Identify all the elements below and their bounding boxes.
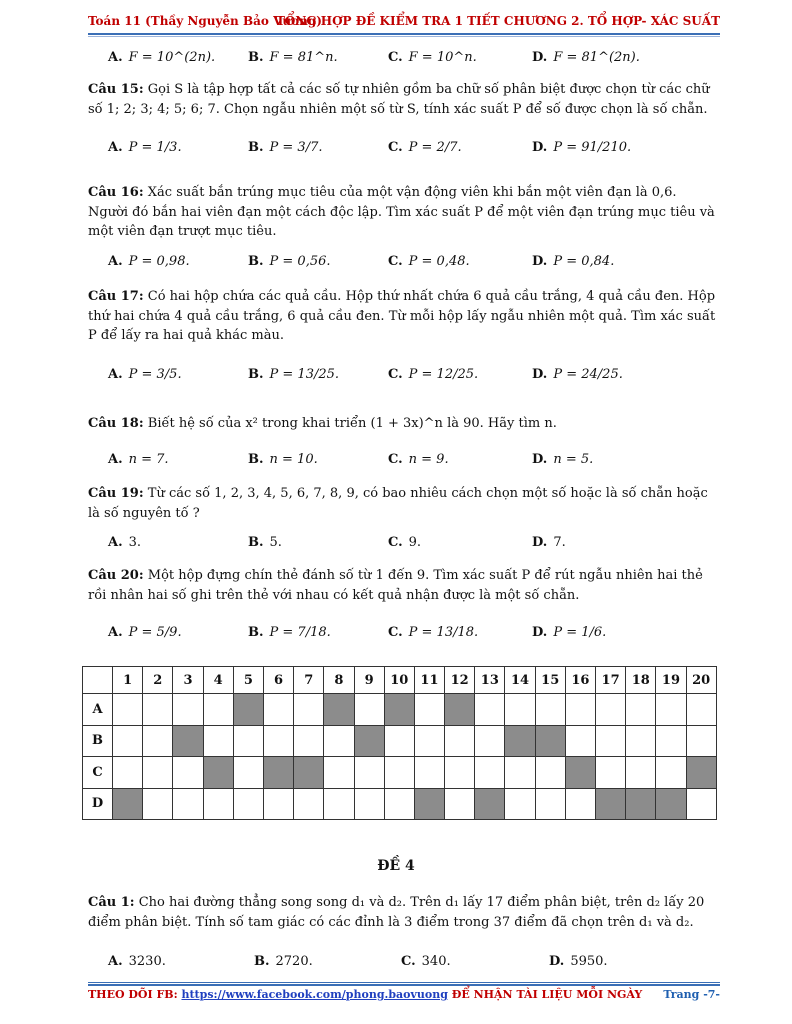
question-20: Câu 20: Một hộp đựng chín thẻ đánh số từ 1 đến 9. Tìm xác suất P để rút ngẫu nhiên hai thẻ rồi nhân hai số ghi trên thẻ với nhau có kết quả nhận được là một số chẵn. bbox=[88, 568, 703, 603]
answer-cell bbox=[656, 757, 686, 789]
option-a: A. P = 3/5. bbox=[108, 367, 182, 382]
answer-cell-filled bbox=[505, 725, 535, 757]
answer-cell bbox=[414, 725, 444, 757]
answer-cell bbox=[505, 757, 535, 789]
option-d: D. 7. bbox=[532, 535, 566, 550]
answer-cell-filled bbox=[626, 788, 656, 820]
option-a: A. P = 0,98. bbox=[108, 254, 190, 269]
answer-cell bbox=[354, 694, 384, 726]
column-number: 14 bbox=[505, 667, 535, 694]
de4-q1-options bbox=[108, 954, 708, 974]
column-number: 8 bbox=[324, 667, 354, 694]
answer-cell bbox=[203, 788, 233, 820]
answer-cell bbox=[565, 694, 595, 726]
answer-cell bbox=[626, 725, 656, 757]
answer-cell bbox=[505, 788, 535, 820]
option-b: B. F = 81^n. bbox=[248, 50, 338, 65]
column-number: 17 bbox=[596, 667, 626, 694]
option-c: C. P = 2/7. bbox=[388, 140, 462, 155]
answer-row-a bbox=[83, 694, 717, 726]
answer-cell bbox=[354, 757, 384, 789]
answer-cell bbox=[686, 725, 716, 757]
answer-cell bbox=[143, 788, 173, 820]
option-b: B. P = 13/25. bbox=[248, 367, 340, 382]
answer-cell bbox=[565, 725, 595, 757]
answer-cell bbox=[445, 788, 475, 820]
answer-cell bbox=[475, 694, 505, 726]
answer-cell bbox=[505, 694, 535, 726]
answer-cell bbox=[414, 757, 444, 789]
answer-cell-filled bbox=[294, 757, 324, 789]
column-number: 12 bbox=[445, 667, 475, 694]
q18-options bbox=[108, 452, 708, 472]
option-d: D. P = 1/6. bbox=[532, 625, 607, 640]
answer-cell-filled bbox=[113, 788, 143, 820]
answer-cell bbox=[626, 757, 656, 789]
option-d: D. n = 5. bbox=[532, 452, 594, 467]
answer-cell-filled bbox=[565, 757, 595, 789]
answer-cell-filled bbox=[596, 788, 626, 820]
answer-cell-filled bbox=[324, 694, 354, 726]
answer-cell-filled bbox=[535, 725, 565, 757]
answer-cell bbox=[263, 725, 293, 757]
answer-cell bbox=[686, 788, 716, 820]
answer-cell-filled bbox=[384, 694, 414, 726]
q14-options bbox=[108, 50, 708, 70]
column-number: 15 bbox=[535, 667, 565, 694]
page-footer bbox=[88, 988, 720, 1001]
option-c: C. P = 0,48. bbox=[388, 254, 470, 269]
answer-cell bbox=[354, 788, 384, 820]
answer-cell bbox=[596, 694, 626, 726]
answer-cell bbox=[143, 694, 173, 726]
column-number: 1 bbox=[113, 667, 143, 694]
row-label: D bbox=[83, 788, 113, 820]
option-c: C. 9. bbox=[388, 535, 422, 550]
header-right: TỔNG HỢP ĐỀ KIỂM TRA 1 TIẾT CHƯƠNG 2. TỔ HỢP- XÁC SUẤT bbox=[275, 14, 720, 28]
option-c: C. 340. bbox=[401, 954, 451, 969]
header-rule-thin bbox=[88, 36, 720, 37]
answer-cell bbox=[233, 757, 263, 789]
answer-cell-filled bbox=[445, 694, 475, 726]
answer-cell bbox=[173, 694, 203, 726]
option-b: B. P = 7/18. bbox=[248, 625, 331, 640]
answer-row-d bbox=[83, 788, 717, 820]
option-a: A. P = 1/3. bbox=[108, 140, 182, 155]
column-number: 9 bbox=[354, 667, 384, 694]
option-d: D. P = 0,84. bbox=[532, 254, 615, 269]
answer-cell bbox=[263, 694, 293, 726]
answer-cell bbox=[475, 725, 505, 757]
option-a: A. F = 10^(2n). bbox=[108, 50, 216, 65]
answer-cell bbox=[475, 757, 505, 789]
answer-cell bbox=[445, 725, 475, 757]
question-17: Câu 17: Có hai hộp chứa các quả cầu. Hộp thứ nhất chứa 6 quả cầu trắng, 4 quả cầu đen. Hộp thứ hai chứa 4 quả cầu trắng, 6 quả cầu đen. Từ mỗi hộp lấy ngẫu nhiên một quả. Tìm xác suất P để lấy ra hai quả khác màu. bbox=[88, 289, 716, 343]
column-number: 7 bbox=[294, 667, 324, 694]
answer-cell bbox=[113, 725, 143, 757]
footer-suffix: ĐỂ NHẬN TÀI LIỆU MỖI NGÀY bbox=[447, 988, 643, 1001]
row-label: B bbox=[83, 725, 113, 757]
answer-cell bbox=[535, 694, 565, 726]
answer-cell-filled bbox=[203, 757, 233, 789]
option-d: D. P = 24/25. bbox=[532, 367, 623, 382]
column-number: 10 bbox=[384, 667, 414, 694]
option-b: B. P = 3/7. bbox=[248, 140, 323, 155]
column-number: 5 bbox=[233, 667, 263, 694]
q16-options bbox=[108, 254, 708, 274]
row-label: C bbox=[83, 757, 113, 789]
answer-cell bbox=[656, 694, 686, 726]
answer-cell bbox=[294, 725, 324, 757]
column-number: 18 bbox=[626, 667, 656, 694]
answer-table bbox=[82, 666, 717, 820]
option-c: C. P = 13/18. bbox=[388, 625, 479, 640]
q20-options bbox=[108, 625, 708, 645]
question-16: Câu 16: Xác suất bắn trúng mục tiêu của một vận động viên khi bắn một viên đạn là 0,6. Người đó bắn hai viên đạn một cách độc lập. Tìm xác suất P để một viên đạn trúng mục tiêu và một viên đạn trượt mục tiêu. bbox=[88, 185, 715, 239]
header-rule bbox=[88, 33, 720, 35]
answer-cell bbox=[294, 694, 324, 726]
answer-cell bbox=[203, 725, 233, 757]
q15-options bbox=[108, 140, 708, 160]
option-b: B. 5. bbox=[248, 535, 282, 550]
option-d: D. 5950. bbox=[549, 954, 608, 969]
answer-cell bbox=[203, 694, 233, 726]
option-a: A. P = 5/9. bbox=[108, 625, 182, 640]
option-a: A. n = 7. bbox=[108, 452, 169, 467]
section-title: ĐỀ 4 bbox=[377, 858, 415, 874]
page-header bbox=[88, 14, 720, 34]
answer-cell-filled bbox=[354, 725, 384, 757]
footer-rule-thick bbox=[88, 984, 720, 986]
option-a: A. 3. bbox=[108, 535, 142, 550]
option-c: C. P = 12/25. bbox=[388, 367, 479, 382]
facebook-link[interactable]: https://www.facebook.com/phong.baovuong bbox=[181, 988, 448, 1001]
answer-row-c bbox=[83, 757, 717, 789]
answer-row-b bbox=[83, 725, 717, 757]
answer-cell bbox=[263, 788, 293, 820]
answer-cell-filled bbox=[656, 788, 686, 820]
column-number: 16 bbox=[565, 667, 595, 694]
column-number: 13 bbox=[475, 667, 505, 694]
answer-cell bbox=[233, 788, 263, 820]
option-b: B. 2720. bbox=[254, 954, 313, 969]
column-number: 2 bbox=[143, 667, 173, 694]
q19-options bbox=[108, 535, 708, 555]
answer-cell bbox=[143, 725, 173, 757]
answer-cell bbox=[324, 757, 354, 789]
answer-cell bbox=[294, 788, 324, 820]
answer-cell bbox=[384, 757, 414, 789]
answer-cell bbox=[626, 694, 656, 726]
answer-cell bbox=[656, 725, 686, 757]
answer-cell-filled bbox=[173, 725, 203, 757]
option-d: D. P = 91/210. bbox=[532, 140, 632, 155]
answer-cell bbox=[173, 788, 203, 820]
page-number: Trang -7- bbox=[663, 988, 720, 1001]
q17-options bbox=[108, 367, 708, 387]
footer-prefix: THEO DÕI FB: bbox=[88, 988, 182, 1001]
answer-cell bbox=[324, 725, 354, 757]
answer-cell-filled bbox=[263, 757, 293, 789]
answer-cell bbox=[384, 725, 414, 757]
column-number: 4 bbox=[203, 667, 233, 694]
answer-cell bbox=[535, 788, 565, 820]
answer-cell bbox=[565, 788, 595, 820]
question-19: Câu 19: Từ các số 1, 2, 3, 4, 5, 6, 7, 8, 9, có bao nhiêu cách chọn một số hoặc là số chẵn hoặc là số nguyên tố ? bbox=[88, 486, 708, 521]
answer-cell-filled bbox=[686, 757, 716, 789]
answer-cell bbox=[113, 757, 143, 789]
answer-cell bbox=[384, 788, 414, 820]
answer-cell bbox=[143, 757, 173, 789]
row-label: A bbox=[83, 694, 113, 726]
answer-cell bbox=[535, 757, 565, 789]
answer-cell bbox=[445, 757, 475, 789]
column-number: 19 bbox=[656, 667, 686, 694]
answer-cell-filled bbox=[233, 694, 263, 726]
option-a: A. 3230. bbox=[108, 954, 166, 969]
de4-question-1: Câu 1: Cho hai đường thẳng song song d₁ và d₂. Trên d₁ lấy 17 điểm phân biệt, trên d₂ lấy 20 điểm phân biệt. Tính số tam giác có các đỉnh là 3 điểm trong 37 điểm đã chọn trên d₁ và d₂. bbox=[88, 895, 705, 930]
column-number: 11 bbox=[414, 667, 444, 694]
answer-cell bbox=[596, 757, 626, 789]
answer-cell-filled bbox=[414, 788, 444, 820]
answer-cell bbox=[596, 725, 626, 757]
answer-cell bbox=[324, 788, 354, 820]
answer-cell-filled bbox=[475, 788, 505, 820]
question-15: Câu 15: Gọi S là tập hợp tất cả các số tự nhiên gồm ba chữ số phân biệt được chọn từ các chữ số 1; 2; 3; 4; 5; 6; 7. Chọn ngẫu nhiên một số từ S, tính xác suất P để số được chọn là số chẵn. bbox=[88, 82, 710, 117]
question-18: Câu 18: Biết hệ số của x² trong khai triển (1 + 3x)^n là 90. Hãy tìm n. bbox=[88, 416, 557, 431]
column-number: 20 bbox=[686, 667, 716, 694]
header-left: Toán 11 (Thầy Nguyễn Bảo Vương) bbox=[88, 14, 322, 28]
column-number: 6 bbox=[263, 667, 293, 694]
answer-cell bbox=[233, 725, 263, 757]
answer-table-header bbox=[83, 667, 717, 694]
footer-rule bbox=[88, 982, 720, 983]
answer-cell bbox=[113, 694, 143, 726]
answer-cell bbox=[686, 694, 716, 726]
answer-cell bbox=[414, 694, 444, 726]
column-number: 3 bbox=[173, 667, 203, 694]
option-c: C. n = 9. bbox=[388, 452, 449, 467]
corner-cell bbox=[83, 667, 113, 694]
option-d: D. F = 81^(2n). bbox=[532, 50, 640, 65]
option-c: C. F = 10^n. bbox=[388, 50, 477, 65]
option-b: B. P = 0,56. bbox=[248, 254, 331, 269]
answer-cell bbox=[173, 757, 203, 789]
option-b: B. n = 10. bbox=[248, 452, 318, 467]
